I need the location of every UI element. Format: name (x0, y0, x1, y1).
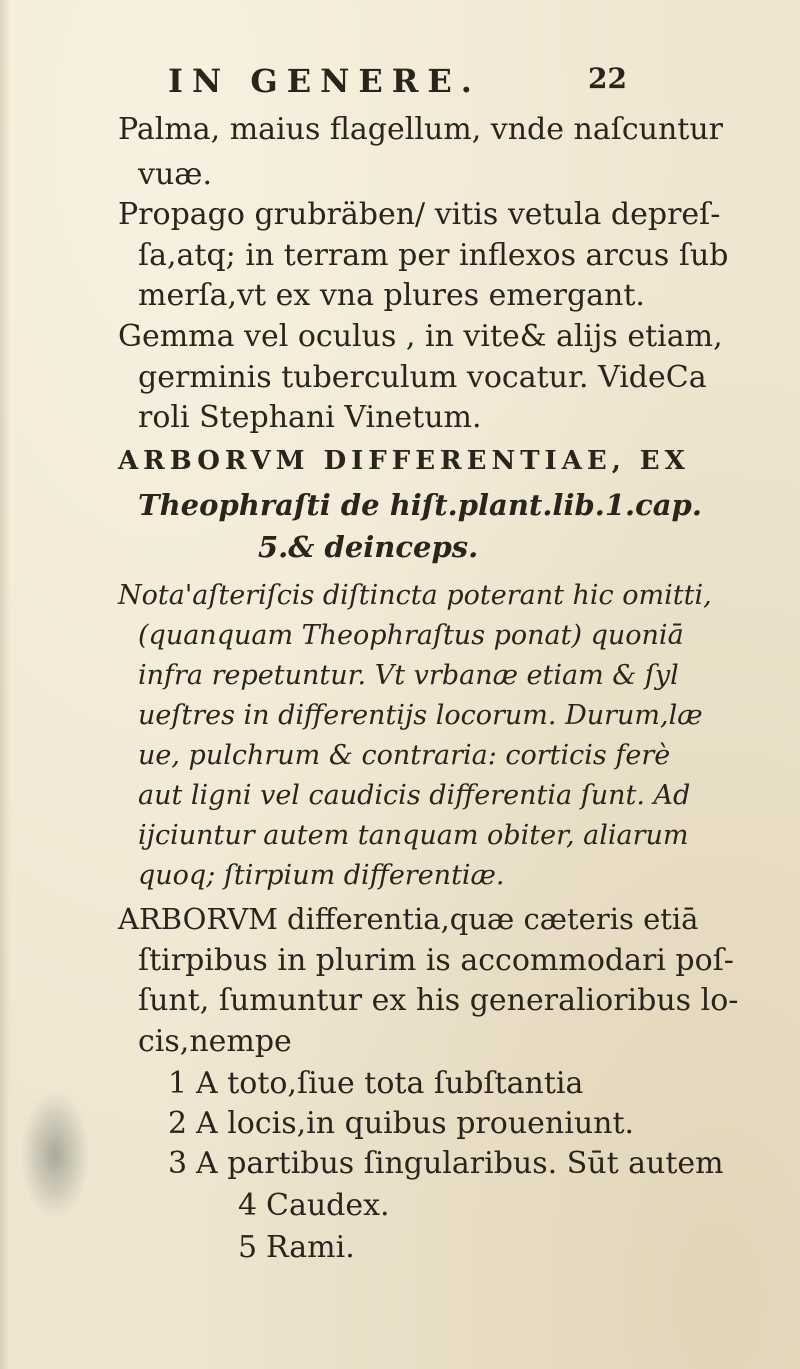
list-number: 3 (168, 1146, 188, 1181)
list-number: 4 (238, 1188, 258, 1223)
italic-note-line: aut ligni vel caudicis differentia ſunt. Ad (138, 780, 691, 811)
list-number: 1 (168, 1066, 188, 1101)
section-heading-source: Theophraſti de hiſt.plant.lib.1.cap. (138, 488, 702, 522)
text-line: roli Stephani Vinetum. (138, 400, 482, 435)
text-line: germinis tuberculum vocatur. VideCa (138, 360, 707, 395)
list-item (168, 1066, 583, 1101)
list-text: Rami. (266, 1230, 355, 1265)
text-line: ſtirpibus in plurim is accommodari poſ- (138, 943, 734, 978)
page-edge-shadow (0, 0, 10, 1369)
text-line: ſunt, ſumuntur ex his generalioribus lo- (138, 983, 739, 1018)
section-heading: ARBORVM DIFFERENTIAE, EX (118, 446, 690, 476)
text-line: vuæ. (138, 157, 213, 192)
list-item (168, 1106, 634, 1141)
list-item (238, 1230, 355, 1265)
italic-note-line: infra repetuntur. Vt vrbanæ etiam & ſyl (138, 660, 679, 691)
italic-note-line: ueſtres in differentijs locorum. Durum,læ (138, 700, 703, 731)
text-line: ſa,atq; in terram per inflexos arcus ſub (138, 238, 729, 273)
ink-stain (20, 1090, 90, 1220)
list-item (168, 1146, 724, 1181)
section-heading-source: 5.& deinceps. (258, 530, 479, 564)
list-text: A toto,ſiue tota ſubſtantia (196, 1066, 584, 1101)
running-title: IN GENERE. (168, 62, 481, 100)
page-number: 22 (588, 62, 627, 95)
text-line: Gemma vel oculus , in vite& alijs etiam, (118, 319, 723, 354)
text-line: ARBORVM differentia,quæ cæteris etiā (118, 902, 699, 936)
list-number: 5 (238, 1230, 258, 1265)
text-line: merſa,vt ex vna plures emergant. (138, 278, 645, 313)
list-text: Caudex. (266, 1188, 390, 1223)
italic-note-line: (quanquam Theophraſtus ponat) quoniā (138, 620, 684, 651)
list-text: A partibus ſingularibus. Sūt autem (196, 1146, 724, 1181)
text-line: Palma, maius flagellum, vnde naſcuntur (118, 112, 724, 147)
italic-note-line: ijciuntur autem tanquam obiter, aliarum (138, 820, 689, 851)
italic-note-line: quoq; ſtirpium differentiæ. (138, 860, 505, 891)
list-text: A locis,in quibus proueniunt. (196, 1106, 635, 1141)
text-line: cis,nempe (138, 1024, 292, 1059)
italic-note-line: Nota'aſteriſcis diſtincta poterant hic omitti, (118, 580, 712, 611)
text-line: Propago grubräben/ vitis vetula depreſ- (118, 197, 721, 232)
list-number: 2 (168, 1106, 188, 1141)
list-item (238, 1188, 390, 1223)
italic-note-line: ue, pulchrum & contraria: corticis ferè (138, 740, 671, 771)
